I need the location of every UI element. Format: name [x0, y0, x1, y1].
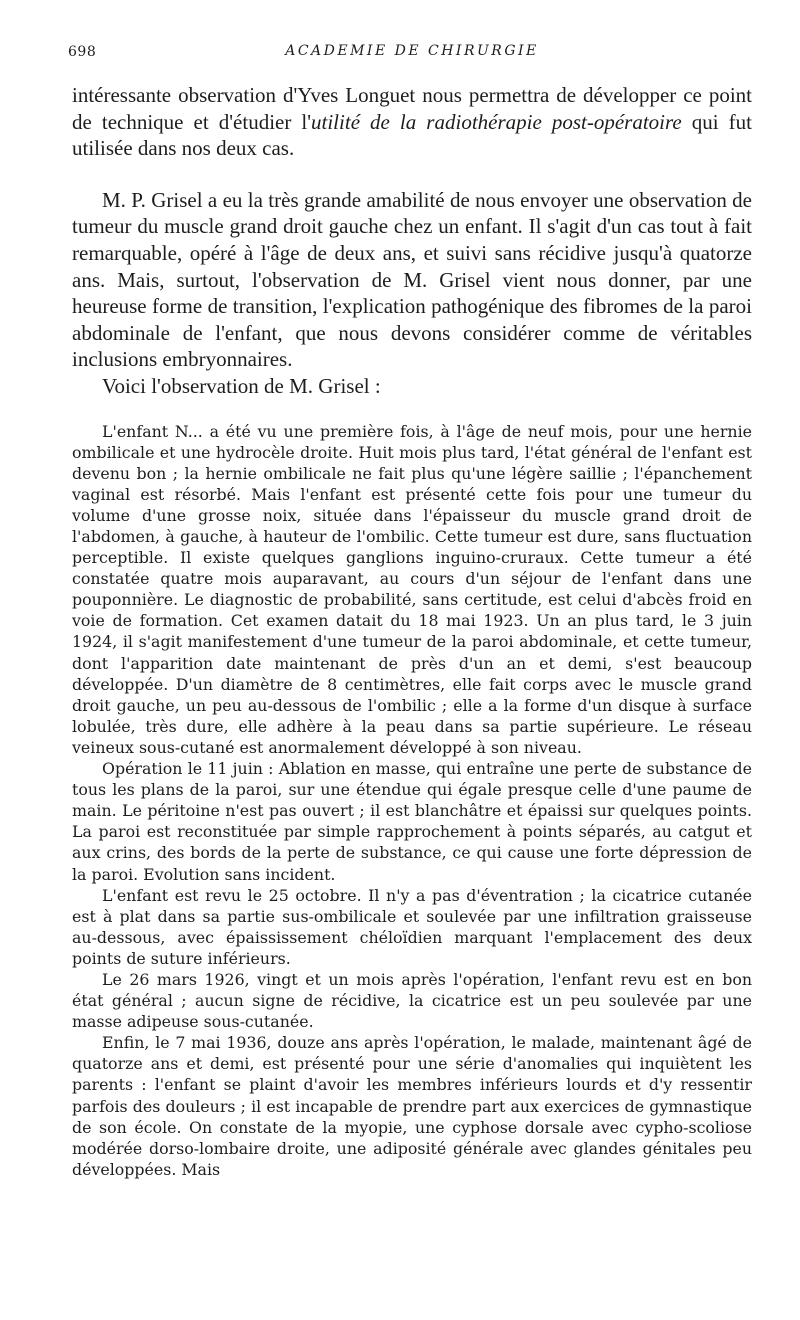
main-text — [72, 82, 752, 400]
running-header — [68, 38, 752, 68]
observation-paragraph: L'enfant N... a été vu une première fois, à l'âge de neuf mois, pour une hernie ombilicale et une hydrocèle droite. Huit mois plus tard, l'état général de l'enfant est devenu bon ; la hernie ombilicale ne fait plus qu'une légère saillie ; l'épanchement vaginal est résorbé. Mais l'enfant est présenté cette fois pour une tumeur du volume d'une grosse noix, située dans l'épaisseur du muscle grand droit de l'abdomen, à gauche, à hauteur de l'ombilic. Cette tumeur est dure, sans fluctuation perceptible. Il existe quelques ganglions inguino-cruraux. Cette tumeur a été constatée quatre mois auparavant, au cours d'un séjour de l'enfant dans une pouponnière. Le diagnostic de probabilité, sans certitude, est celui d'abcès froid en voie de formation. Cet examen datait du 18 mai 1923. Un an plus tard, le 3 juin 1924, il s'agit manifestement d'une tumeur de la paroi abdominale, et cette tumeur, dont l'apparition date maintenant de près d'un an et demi, s'est beaucoup développée. D'un diamètre de 8 centimètres, elle fait corps avec le muscle grand droit gauche, un peu au-dessous de l'ombilic ; elle a la forme d'un disque à surface lobulée, très dure, elle adhère à la peau dans sa partie supérieure. Le réseau veineux sous-cutané est anormalement développé à son niveau. — [72, 421, 752, 757]
grisel-paragraph: M. P. Grisel a eu la très grande amabilité de nous envoyer une observation de tumeur du muscle grand droit gauche chez un enfant. Il s'agit d'un cas tout à fait remarquable, opéré à l'âge de deux ans, et suivi sans récidive jusqu'à quatorze ans. Mais, surtout, l'observation de M. Grisel vient nous donner, par une heureuse forme de transition, l'explication pathogénique des fibromes de la paroi abdominale de l'enfant, que nous devons considérer comme de véritables inclusions embryonnaires. — [72, 187, 752, 372]
intro-paragraph — [72, 82, 752, 162]
voici-line: Voici l'observation de M. Grisel : — [102, 373, 381, 398]
page-number: 698 — [68, 44, 97, 60]
observation-block — [72, 421, 752, 1180]
observation-paragraph: Le 26 mars 1926, vingt et un mois après l'opération, l'enfant revu est en bon état général ; aucun signe de récidive, la cicatrice est un peu soulevée par une masse adipeuse sous-cutanée. — [72, 969, 752, 1032]
observation-paragraph: L'enfant est revu le 25 octobre. Il n'y a pas d'éventration ; la cicatrice cutanée est à plat dans sa partie sus-ombilicale et soulevée par une infiltration graisseuse au-dessous, avec épaississement chéloïdien marquant l'emplacement des deux points de suture inférieurs. — [72, 885, 752, 968]
intro-emphasis: utilité de la radiothérapie post-opératoire — [311, 109, 682, 134]
intro-text-end: qui fut utilisée dans nos deux cas. — [72, 109, 752, 161]
document-page — [68, 38, 752, 1180]
journal-title: ACADEMIE DE CHIRURGIE — [285, 43, 539, 59]
intro-text: intéressante observation d'Yves Longuet nous permettra de développer ce point de technique et d'étudier l' — [72, 83, 752, 134]
observation-paragraph: Opération le 11 juin : Ablation en masse, qui entraîne une perte de substance de tous les plans de la paroi, sur une étendue qui égale presque celle d'une paume de main. Le péritoine n'est pas ouvert ; il est blanchâtre et épaissi sur quelques points. La paroi est reconstituée par simple rapprochement à points séparés, au catgut et aux crins, des bords de la perte de substance, ce qui cause une forte dépression de la paroi. Evolution sans incident. — [72, 759, 752, 884]
observation-paragraph: Enfin, le 7 mai 1936, douze ans après l'opération, le malade, maintenant âgé de quatorze ans et demi, est présenté pour une série d'anomalies qui inquiètent les parents : l'enfant se plaint d'avoir les membres inférieurs lourds et d'y ressentir parfois des douleurs ; il est incapable de prendre part aux exercices de gymnastique de son école. On constate de la myopie, une cyphose dorsale avec cypho-scoliose modérée dorso-lombaire droite, une adiposité générale avec glandes génitales peu développées. Mais — [72, 1033, 752, 1179]
